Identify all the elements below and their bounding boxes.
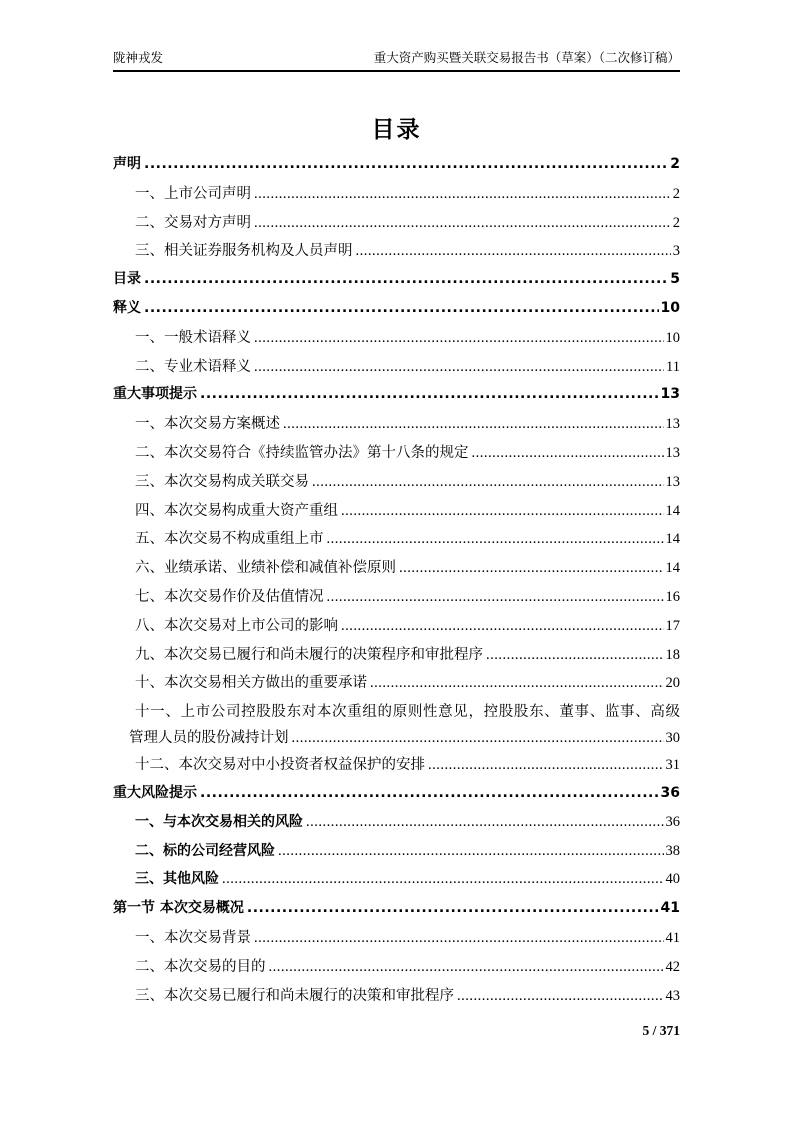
toc-entry-label: 一、上市公司声明 <box>135 185 251 202</box>
dot-leader <box>457 988 664 1005</box>
toc-entry-page-number: 10 <box>665 329 680 346</box>
toc-entry-label: 目录 <box>113 271 141 288</box>
toc-entry-page-number: 5 <box>670 271 680 288</box>
toc-entry-page-number: 42 <box>665 958 680 975</box>
toc-entry-label: 二、本次交易符合《持续监管办法》第十八条的规定 <box>135 444 469 461</box>
dot-leader <box>341 503 664 520</box>
toc-entry-label: 二、本次交易的目的 <box>135 958 266 975</box>
toc-entry <box>113 441 680 470</box>
toc-entry <box>113 355 680 384</box>
toc-entry <box>113 585 680 614</box>
toc-entry-label: 二、交易对方声明 <box>135 214 251 231</box>
toc-entry-page-number: 41 <box>660 900 680 917</box>
toc-entry <box>113 897 680 926</box>
toc-entry-label: 重大事项提示 <box>113 386 197 403</box>
dot-leader <box>428 757 664 774</box>
dot-leader <box>306 814 664 831</box>
page-title: 目录 <box>371 117 422 143</box>
toc-entry <box>113 753 680 782</box>
toc-entry-page-number: 14 <box>665 531 680 548</box>
toc-entry <box>113 470 680 499</box>
toc-entry-page-number: 16 <box>665 588 680 605</box>
dot-leader <box>356 243 671 260</box>
page-number-indicator: 5 / 371 <box>642 1023 680 1038</box>
toc-entry-page-number: 2 <box>672 214 680 231</box>
dot-leader <box>144 271 668 287</box>
toc-entry-page-number: 3 <box>672 243 680 260</box>
toc-entry <box>113 955 680 984</box>
toc-entry-page-number: 14 <box>665 560 680 577</box>
toc-entry-label: 七、本次交易作价及估值情况 <box>135 588 324 605</box>
toc-entry-label: 二、标的公司经营风险 <box>135 842 275 859</box>
dot-leader <box>200 386 659 402</box>
toc-entry <box>113 383 680 412</box>
toc-entry-page-number: 20 <box>665 675 680 692</box>
toc-entry-page-number: 31 <box>665 757 680 774</box>
dot-leader <box>144 156 668 172</box>
toc-entry-wrapped-line: 十一、上市公司控股股东对本次重组的原则性意见，控股股东、董事、监事、高级 <box>135 704 680 721</box>
dot-leader <box>341 618 664 635</box>
toc-entry-label: 第一节 本次交易概况 <box>113 900 244 917</box>
toc-entry-label: 十、本次交易相关方做出的重要承诺 <box>135 675 367 692</box>
toc-entry <box>113 811 680 840</box>
toc-entry-page-number: 17 <box>665 617 680 634</box>
dot-leader <box>327 531 664 548</box>
toc-entry <box>113 840 680 869</box>
dot-leader <box>254 186 671 203</box>
toc-entry-label: 三、本次交易已履行和尚未履行的决策和审批程序 <box>135 987 454 1004</box>
toc-entry <box>113 556 680 585</box>
toc-entry-label: 管理人员的股份减持计划 <box>129 730 289 747</box>
toc-entry <box>113 153 680 182</box>
toc-entry <box>113 726 680 753</box>
toc-entry-page-number: 13 <box>665 444 680 461</box>
running-header <box>113 50 680 72</box>
toc-entry <box>113 671 680 700</box>
toc-entry-page-number: 14 <box>665 502 680 519</box>
toc-entry <box>113 297 680 326</box>
dot-leader <box>222 871 664 888</box>
toc-entry-label: 一、与本次交易相关的风险 <box>135 813 303 830</box>
toc-entry-label: 一、一般术语释义 <box>135 329 251 346</box>
toc-entry <box>113 239 680 268</box>
header-report-title: 重大资产购买暨关联交易报告书（草案）（二次修订稿） <box>373 51 680 65</box>
toc-entry <box>113 643 680 672</box>
dot-leader <box>254 359 664 376</box>
toc-entry <box>113 926 680 955</box>
toc-entry-label: 五、本次交易不构成重组上市 <box>135 531 324 548</box>
toc-entry-page-number: 13 <box>665 473 680 490</box>
toc-entry-page-number: 2 <box>670 156 680 172</box>
dot-leader <box>283 416 664 433</box>
toc-entry-page-number: 18 <box>665 646 680 663</box>
toc-entry-label: 四、本次交易构成重大资产重组 <box>135 502 338 519</box>
toc-entry-label: 六、业绩承诺、业绩补偿和减值补偿原则 <box>135 560 396 577</box>
toc-entry-page-number: 40 <box>665 871 680 888</box>
toc-entry <box>113 412 680 441</box>
toc-entry-page-number: 30 <box>665 730 680 747</box>
dot-leader <box>254 330 664 347</box>
toc-entry-label: 三、相关证券服务机构及人员声明 <box>135 243 353 260</box>
header-company-name: 陇神戎发 <box>113 51 164 65</box>
toc-entry-label: 声明 <box>113 156 141 172</box>
dot-leader <box>144 300 659 316</box>
toc-entry-label: 释义 <box>113 299 141 316</box>
toc-entry-label: 三、本次交易构成关联交易 <box>135 473 309 490</box>
dot-leader <box>312 474 664 491</box>
toc-entry-page-number: 10 <box>660 299 680 316</box>
toc-entry <box>113 782 680 811</box>
toc-entry-label: 重大风险提示 <box>113 784 197 801</box>
dot-leader <box>254 930 664 947</box>
toc-entry <box>113 527 680 556</box>
toc-entry-page-number: 43 <box>665 987 680 1004</box>
dot-leader <box>327 589 664 606</box>
toc-entry-label: 九、本次交易已履行和尚未履行的决策程序和审批程序 <box>135 646 483 663</box>
dot-leader <box>200 785 659 801</box>
dot-leader <box>247 900 659 916</box>
toc-entry <box>113 984 680 1013</box>
dot-leader <box>399 560 664 577</box>
toc-entry-page-number: 13 <box>665 416 680 433</box>
dot-leader <box>269 959 664 976</box>
toc-entry-label: 八、本次交易对上市公司的影响 <box>135 617 338 634</box>
toc-entry-page-number: 36 <box>660 784 680 801</box>
toc-entry-label: 十二、本次交易对中小投资者权益保护的安排 <box>135 757 425 774</box>
toc-list <box>113 153 680 1012</box>
dot-leader <box>472 445 664 462</box>
toc-entry <box>113 614 680 643</box>
toc-entry <box>113 182 680 211</box>
toc-entry <box>113 499 680 528</box>
dot-leader <box>370 675 664 692</box>
toc-entry-label: 三、其他风险 <box>135 871 219 888</box>
toc-entry-page-number: 2 <box>672 185 680 202</box>
dot-leader <box>486 647 664 664</box>
toc-entry <box>113 211 680 240</box>
toc-entry <box>113 868 680 897</box>
toc-entry-page-number: 41 <box>665 929 680 946</box>
toc-entry-label: 一、本次交易背景 <box>135 929 251 946</box>
toc-entry-page-number: 36 <box>665 813 680 830</box>
toc-entry-page-number: 38 <box>665 842 680 859</box>
dot-leader <box>254 215 671 232</box>
toc-entry <box>113 268 680 297</box>
toc-entry-page-number: 11 <box>666 358 680 375</box>
toc-entry-page-number: 13 <box>660 386 680 403</box>
toc-entry <box>113 326 680 355</box>
toc-entry-label: 一、本次交易方案概述 <box>135 416 280 433</box>
dot-leader <box>292 730 664 747</box>
dot-leader <box>278 843 664 860</box>
toc-entry-label: 二、专业术语释义 <box>135 358 251 375</box>
